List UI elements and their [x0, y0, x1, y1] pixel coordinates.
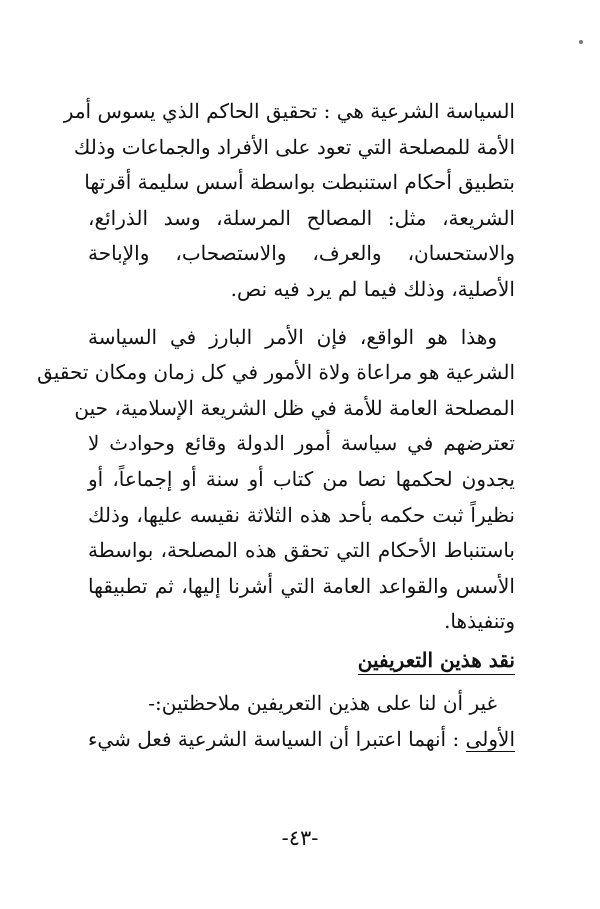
text-line: الأمة للمصلحة التي تعود على الأفراد والجماعات وذلك	[73, 134, 515, 159]
text-line: الأصلية، وذلك فيما لم يرد فيه نص.	[230, 276, 515, 301]
page-number-text: -٤٣-	[281, 826, 319, 850]
text-line: الشرعية هو مراعاة ولاة الأمور في كل زمان ومكان تحقيق	[37, 360, 515, 385]
text-line: الشريعة، مثل: المصالح المرسلة، وسد الذرائع،	[88, 205, 515, 230]
text-line: نظيراً ثبت حكمه بأحد هذه الثلاثة نقيسه عليها، وذلك	[88, 502, 515, 527]
text-line: بتطبيق أحكام استنبطت بواسطة أسس سليمة أقرتها	[84, 170, 515, 195]
paragraph-critique	[88, 686, 515, 757]
page-body	[37, 94, 515, 757]
text-line: وتنفيذها.	[444, 609, 515, 634]
text-line: والاستحسان، والعرف، والاستصحاب، والإباحة	[88, 241, 515, 266]
text-line: تعترضهم في سياسة أمور الدولة وقائع وحوادث لا	[88, 431, 515, 456]
text-line: الأسس والقواعد العامة التي أشرنا إليها، ثم تطبيقها	[88, 573, 515, 598]
text-line: باستنباط الأحكام التي تحقق هذه المصلحة، بواسطة	[88, 538, 515, 563]
first-remark-label: الأولى	[465, 726, 515, 751]
page-number	[0, 826, 600, 850]
text-line: السياسة الشرعية هي : تحقيق الحاكم الذي يسوس أمر	[63, 99, 515, 123]
paragraph-reality	[37, 320, 515, 640]
text-line: غير أن لنا على هذين التعريفين ملاحظتين:-	[148, 690, 497, 715]
text-line: يجدون لحكمها نصا من كتاب أو سنة أو إجماعاً، أو	[88, 466, 515, 491]
section-heading	[88, 640, 515, 680]
first-remark-text: : أنهما اعتبرا أن السياسة الشرعية فعل شيء	[88, 726, 460, 751]
section-heading-text: نقد هذين التعريفين	[358, 648, 515, 675]
text-line: المصلحة العامة للأمة في ظل الشريعة الإسلامية، حين	[74, 395, 515, 420]
text-line: وهذا هو الواقع، فإن الأمر البارز في السياسة	[88, 324, 497, 349]
first-remark-line	[88, 722, 515, 758]
scan-speck	[579, 40, 583, 44]
paragraph-definition	[63, 94, 515, 308]
